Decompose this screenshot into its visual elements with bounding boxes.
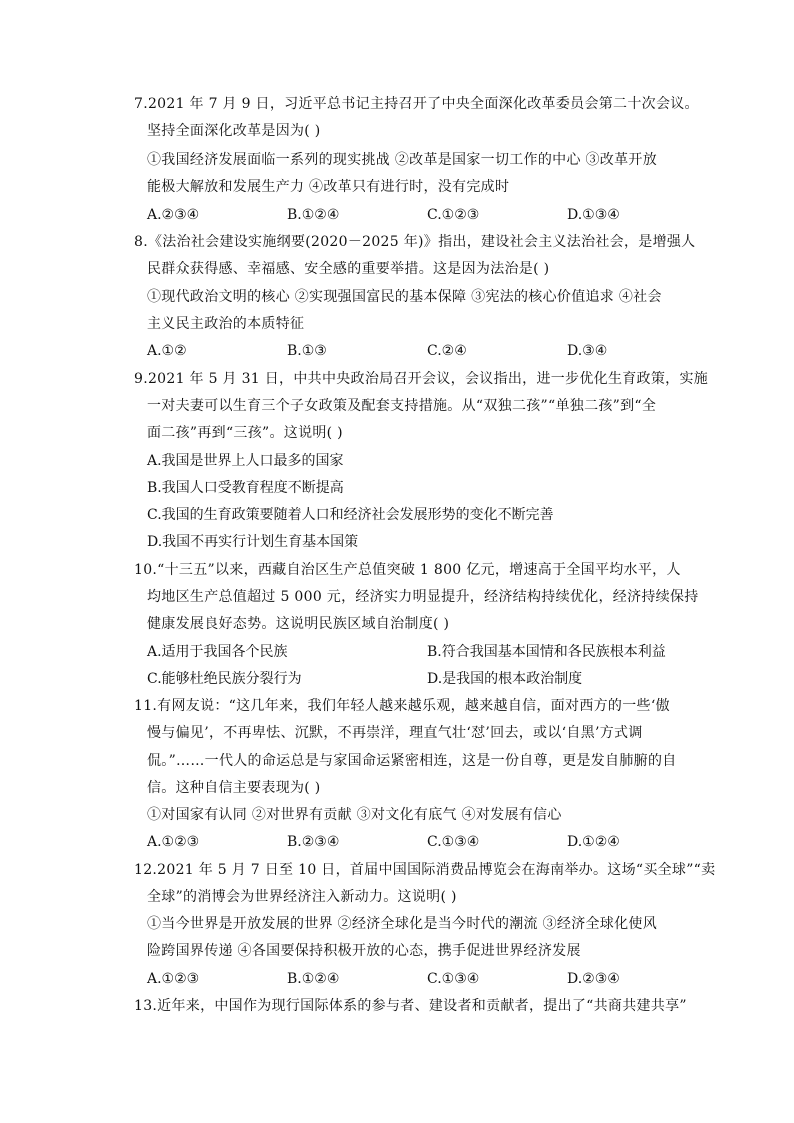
- q9-stem-line-3: 面二孩”再到“三孩”。这说明( ): [147, 425, 343, 441]
- q11-option-c[interactable]: C.①③④: [427, 834, 480, 850]
- q8-option-c[interactable]: C.②④: [427, 343, 467, 359]
- q7-option-d[interactable]: D.①③④: [567, 207, 620, 223]
- q10-option-c[interactable]: C.能够杜绝民族分裂行为: [147, 671, 302, 687]
- q7-option-a[interactable]: A.②③④: [147, 207, 200, 223]
- q7-statements-line-2: 能极大解放和发展生产力 ④改革只有进行时，没有完成时: [147, 179, 510, 195]
- q10-stem-line-3: 健康发展良好态势。这说明民族区域自治制度( ): [147, 616, 450, 632]
- q8-stem-line-1: 8.《法治社会建设实施纲要(2020－2025 年)》指出，建设社会主义法治社会，是增强人: [134, 234, 696, 250]
- q12-statements-line-2: 险跨国界传递 ④各国要保持积极开放的心态，携手促进世界经济发展: [147, 943, 581, 959]
- q8-stem-line-2: 民群众获得感、幸福感、安全感的重要举措。这是因为法治是( ): [147, 261, 550, 277]
- q7-stem-line-2: 坚持全面深化改革是因为( ): [147, 123, 321, 139]
- q12-statements-line-1: ①当今世界是开放发展的世界 ②经济全球化是当今时代的潮流 ③经济全球化使风: [147, 916, 657, 932]
- q9-stem-line-1: 9.2021 年 5 月 31 日，中共中央政治局召开会议，会议指出，进一步优化生育政策，实施: [134, 371, 709, 387]
- q10-stem-line-1: 10.“十三五”以来，西藏自治区生产总值突破 1 800 亿元，增速高于全国平均水平，人: [134, 562, 681, 578]
- q10-option-d[interactable]: D.是我国的根本政治制度: [427, 671, 583, 687]
- q9-option-a[interactable]: A.我国是世界上人口最多的国家: [147, 453, 344, 469]
- q11-option-b[interactable]: B.②③④: [287, 834, 340, 850]
- q11-stem-line-4: 信。这种自信主要表现为( ): [147, 780, 321, 796]
- q8-option-a[interactable]: A.①②: [147, 343, 187, 359]
- q11-stem-line-2: 慢与偏见’，不再卑怯、沉默，不再崇洋，理直气壮‘怼’回去，或以‘自黑’方式调: [147, 725, 643, 741]
- q7-option-c[interactable]: C.①②③: [427, 207, 480, 223]
- q10-stem-line-2: 均地区生产总值超过 5 000 元，经济实力明显提升，经济结构持续优化，经济持续保持: [147, 589, 699, 605]
- q9-option-c[interactable]: C.我国的生育政策要随着人口和经济社会发展形势的变化不断完善: [147, 507, 554, 523]
- q9-option-b[interactable]: B.我国人口受教育程度不断提高: [147, 480, 344, 496]
- q11-stem-line-1: 11.有网友说：“这几年来，我们年轻人越来越乐观，越来越自信，面对西方的一些‘傲: [134, 698, 670, 714]
- q7-option-b[interactable]: B.①②④: [287, 207, 340, 223]
- q12-option-b[interactable]: B.①②④: [287, 971, 340, 987]
- q12-option-c[interactable]: C.①③④: [427, 971, 480, 987]
- q13-stem-line-1: 13.近年来，中国作为现行国际体系的参与者、建设者和贡献者，提出了“共商共建共享”: [134, 998, 687, 1014]
- q9-option-d[interactable]: D.我国不再实行计划生育基本国策: [147, 534, 359, 550]
- q11-stem-line-3: 侃。”……一代人的命运总是与家国命运紧密相连，这是一份自尊，更是发自肺腑的自: [147, 753, 677, 769]
- q11-option-a[interactable]: A.①②③: [147, 834, 200, 850]
- q7-stem-line-1: 7.2021 年 7 月 9 日，习近平总书记主持召开了中央全面深化改革委员会第二十次会议。: [134, 96, 699, 112]
- q8-option-b[interactable]: B.①③: [287, 343, 327, 359]
- q11-statements-line: ①对国家有认同 ②对世界有贡献 ③对文化有底气 ④对发展有信心: [147, 807, 562, 823]
- q7-statements-line-1: ①我国经济发展面临一系列的现实挑战 ②改革是国家一切工作的中心 ③改革开放: [147, 152, 657, 168]
- q12-stem-line-1: 12.2021 年 5 月 7 日至 10 日，首届中国国际消费品博览会在海南举办。这场“买全球”“卖: [134, 862, 716, 878]
- q12-option-d[interactable]: D.②③④: [567, 971, 620, 987]
- q10-option-b[interactable]: B.符合我国基本国情和各民族根本利益: [427, 644, 666, 660]
- q8-option-d[interactable]: D.③④: [567, 343, 608, 359]
- q12-option-a[interactable]: A.①②③: [147, 971, 200, 987]
- q12-stem-line-2: 全球”的消博会为世界经济注入新动力。这说明( ): [147, 889, 457, 905]
- q8-statements-line-1: ①现代政治文明的核心 ②实现强国富民的基本保障 ③宪法的核心价值追求 ④社会: [147, 289, 662, 305]
- q11-option-d[interactable]: D.①②④: [567, 834, 620, 850]
- q10-option-a[interactable]: A.适用于我国各个民族: [147, 644, 288, 660]
- q8-statements-line-2: 主义民主政治的本质特征: [147, 316, 305, 332]
- q9-stem-line-2: 一对夫妻可以生育三个子女政策及配套支持措施。从“双独二孩”“单独二孩”到“全: [147, 398, 657, 414]
